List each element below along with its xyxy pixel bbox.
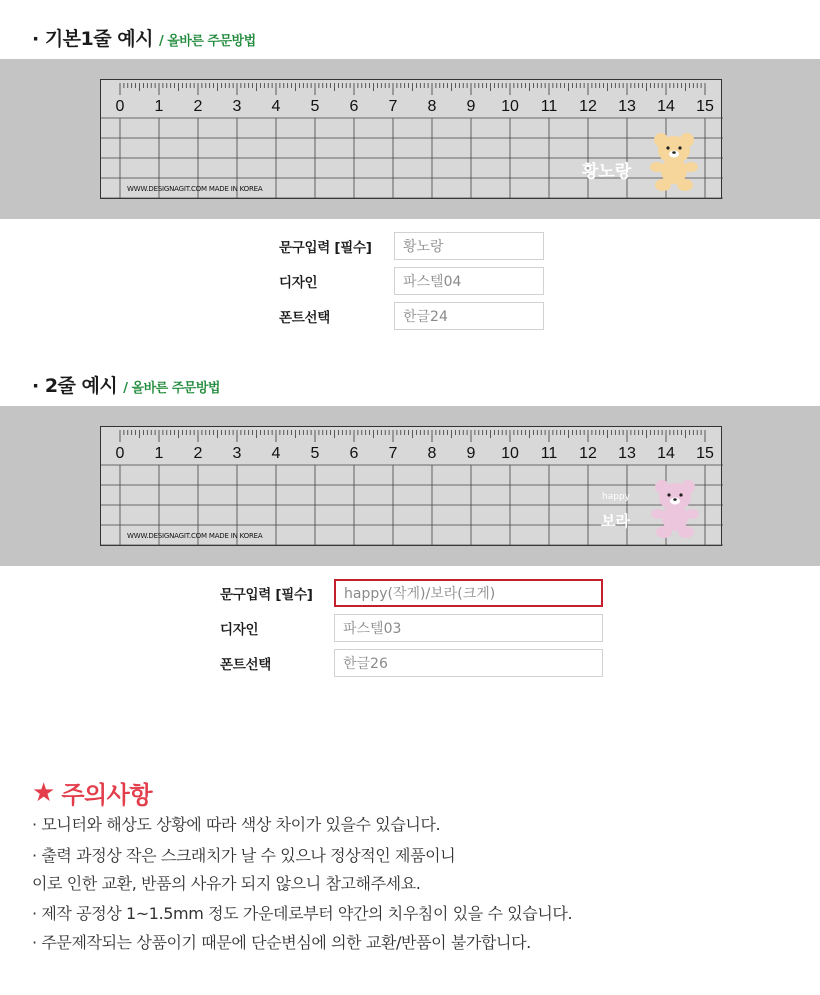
section1-heading: · 기본1줄 예시 (32, 28, 153, 50)
form-input-text-required[interactable]: happy(작게)/보라(크게) (334, 579, 603, 607)
ruler-number: 3 (232, 445, 242, 462)
section2-ruler-band (0, 406, 820, 566)
section2-heading: · 2줄 예시 (32, 375, 118, 397)
caution-item: · 모니터와 해상도 상황에 따라 색상 차이가 있을수 있습니다. (32, 815, 441, 834)
ruler-number: 1 (154, 445, 164, 462)
ruler-number: 3 (232, 98, 242, 115)
section2-ruler-text-large: 보라 (601, 512, 630, 530)
star-icon: ★ (32, 777, 56, 808)
section1-title (32, 24, 256, 51)
caution-item: · 출력 과정상 작은 스크래치가 날 수 있으나 정상적인 제품이니 (32, 846, 456, 865)
section1-subtitle: / 올바른 주문방법 (158, 34, 256, 49)
section1-order-form (279, 232, 549, 332)
ruler-number: 4 (271, 445, 281, 462)
section2-order-form (220, 579, 610, 679)
form-row-font (279, 302, 330, 330)
form-input-font[interactable]: 한글26 (334, 649, 603, 677)
form-input-text[interactable]: 황노랑 (394, 232, 544, 260)
section1-ruler-band (0, 59, 820, 219)
caution-heading: 주의사항 (61, 781, 153, 809)
form-row-text (279, 232, 372, 260)
pink-bear-icon (649, 478, 701, 544)
caution-item: 이로 인한 교환, 반품의 사유가 되지 않으니 참고해주세요. (32, 874, 421, 893)
ruler-number: 11 (540, 98, 558, 115)
form-input-design[interactable]: 파스텔03 (334, 614, 603, 642)
ruler-number: 5 (310, 98, 320, 115)
form-label-text: 문구입력 [필수] (279, 240, 372, 256)
section2-subtitle: / 올바른 주문방법 (123, 381, 220, 396)
caution-item: · 주문제작되는 상품이기 때문에 단순변심에 의한 교환/반품이 불가합니다. (32, 933, 531, 952)
ruler-number: 9 (466, 98, 476, 115)
ruler-number: 8 (427, 445, 437, 462)
form-label-design: 디자인 (279, 275, 318, 291)
ruler-number: 12 (579, 445, 597, 462)
ruler-number: 13 (618, 98, 636, 115)
ruler-number: 11 (540, 445, 558, 462)
ruler-maker-text: WWW.DESIGNAGIT.COM MADE IN KOREA (127, 185, 263, 193)
form-label-text: 문구입력 [필수] (220, 587, 313, 603)
ruler-number: 10 (501, 445, 519, 462)
form-label-font: 폰트선택 (220, 657, 271, 673)
ruler-number: 0 (115, 98, 125, 115)
form-input-font[interactable]: 한글24 (394, 302, 544, 330)
ruler-number: 10 (501, 98, 519, 115)
section2-ruler-text-small: happy (602, 492, 630, 502)
ruler-number: 7 (388, 445, 398, 462)
form-row-text (220, 579, 313, 607)
ruler-number: 14 (657, 445, 675, 462)
form-label-design: 디자인 (220, 622, 259, 638)
ruler-number: 9 (466, 445, 476, 462)
form-row-design (279, 267, 317, 295)
ruler-number: 7 (388, 98, 398, 115)
form-row-design (220, 614, 258, 642)
ruler-number: 4 (271, 98, 281, 115)
ruler-number: 14 (657, 98, 675, 115)
ruler-number: 0 (115, 445, 125, 462)
ruler-number: 2 (193, 445, 203, 462)
ruler-number: 5 (310, 445, 320, 462)
ruler-maker-text: WWW.DESIGNAGIT.COM MADE IN KOREA (127, 532, 263, 540)
ruler-number: 6 (349, 445, 359, 462)
caution-title (32, 775, 152, 810)
yellow-bear-icon (648, 131, 700, 197)
form-row-font (220, 649, 271, 677)
ruler-number: 2 (193, 98, 203, 115)
ruler-number: 15 (696, 445, 714, 462)
ruler-number: 13 (618, 445, 636, 462)
form-input-design[interactable]: 파스텔04 (394, 267, 544, 295)
ruler-number: 15 (696, 98, 714, 115)
section2-title (32, 371, 220, 398)
caution-item: · 제작 공정상 1~1.5mm 정도 가운데로부터 약간의 치우침이 있을 수 있습니다. (32, 904, 573, 923)
ruler-number: 12 (579, 98, 597, 115)
form-label-font: 폰트선택 (279, 310, 330, 326)
ruler-number: 8 (427, 98, 437, 115)
ruler-graphic (101, 80, 723, 200)
ruler-number: 6 (349, 98, 359, 115)
ruler-number: 1 (154, 98, 164, 115)
section1-ruler-text: 황노랑 (582, 162, 632, 182)
